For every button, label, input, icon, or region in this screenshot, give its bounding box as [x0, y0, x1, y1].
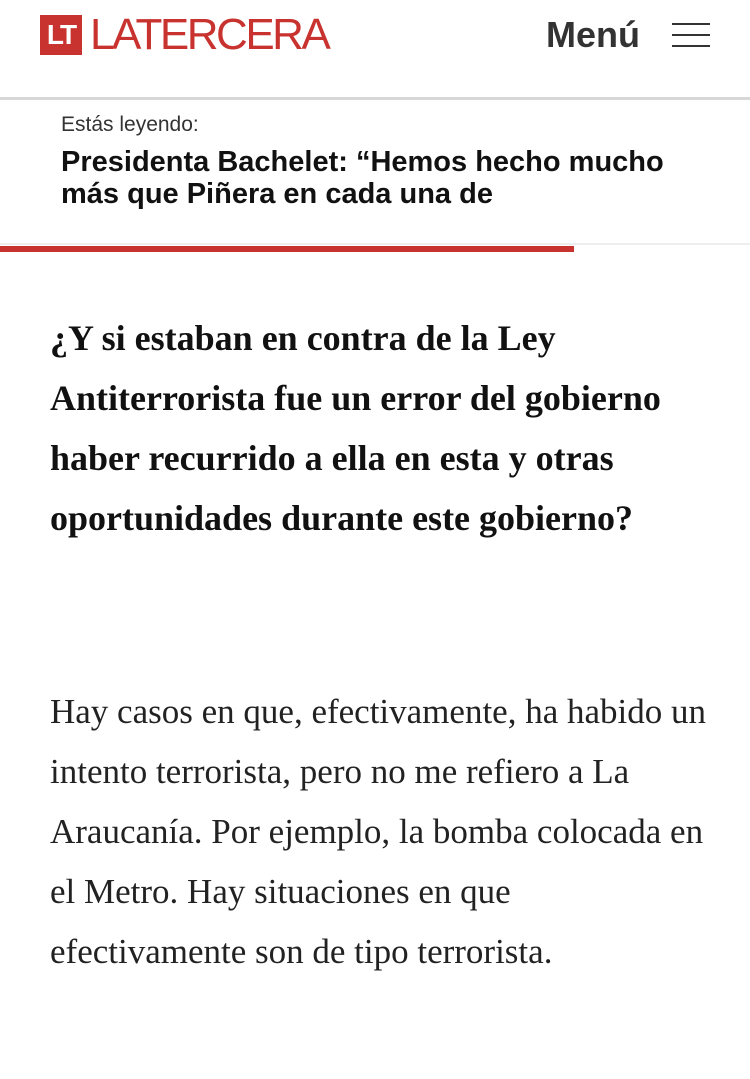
logo-wordmark: LATERCERA [90, 10, 329, 59]
hamburger-line [672, 23, 710, 25]
reading-progress-fill [0, 246, 574, 252]
interview-answer: Hay casos en que, efectivamente, ha habido un intento terrorista, pero no me refiero a La Araucanía. Por ejemplo, la bomba colocada en el Metro. Hay situaciones en que efectivamente son de tipo terrorista. [50, 692, 706, 971]
now-reading-title[interactable]: Presidenta Bachelet: “Hemos hecho mucho más que Piñera en cada una de [61, 146, 664, 210]
reading-divider [0, 243, 750, 245]
hamburger-line [672, 34, 710, 36]
now-reading-bar[interactable] [0, 100, 750, 245]
now-reading-kicker: Estás leyendo: [61, 113, 199, 136]
menu-label: Menú [546, 14, 640, 55]
reading-progress-bar [0, 246, 750, 252]
interview-question: ¿Y si estaban en contra de la Ley Antiterrorista fue un error del gobierno haber recurrido a ella en esta y otras oportunidades durante este gobierno? [50, 318, 661, 538]
hamburger-icon[interactable] [672, 23, 710, 47]
site-logo[interactable] [40, 10, 329, 59]
logo-badge: LT [40, 15, 82, 55]
site-header [0, 0, 750, 97]
menu-button[interactable] [546, 14, 710, 56]
hamburger-line [672, 45, 710, 47]
